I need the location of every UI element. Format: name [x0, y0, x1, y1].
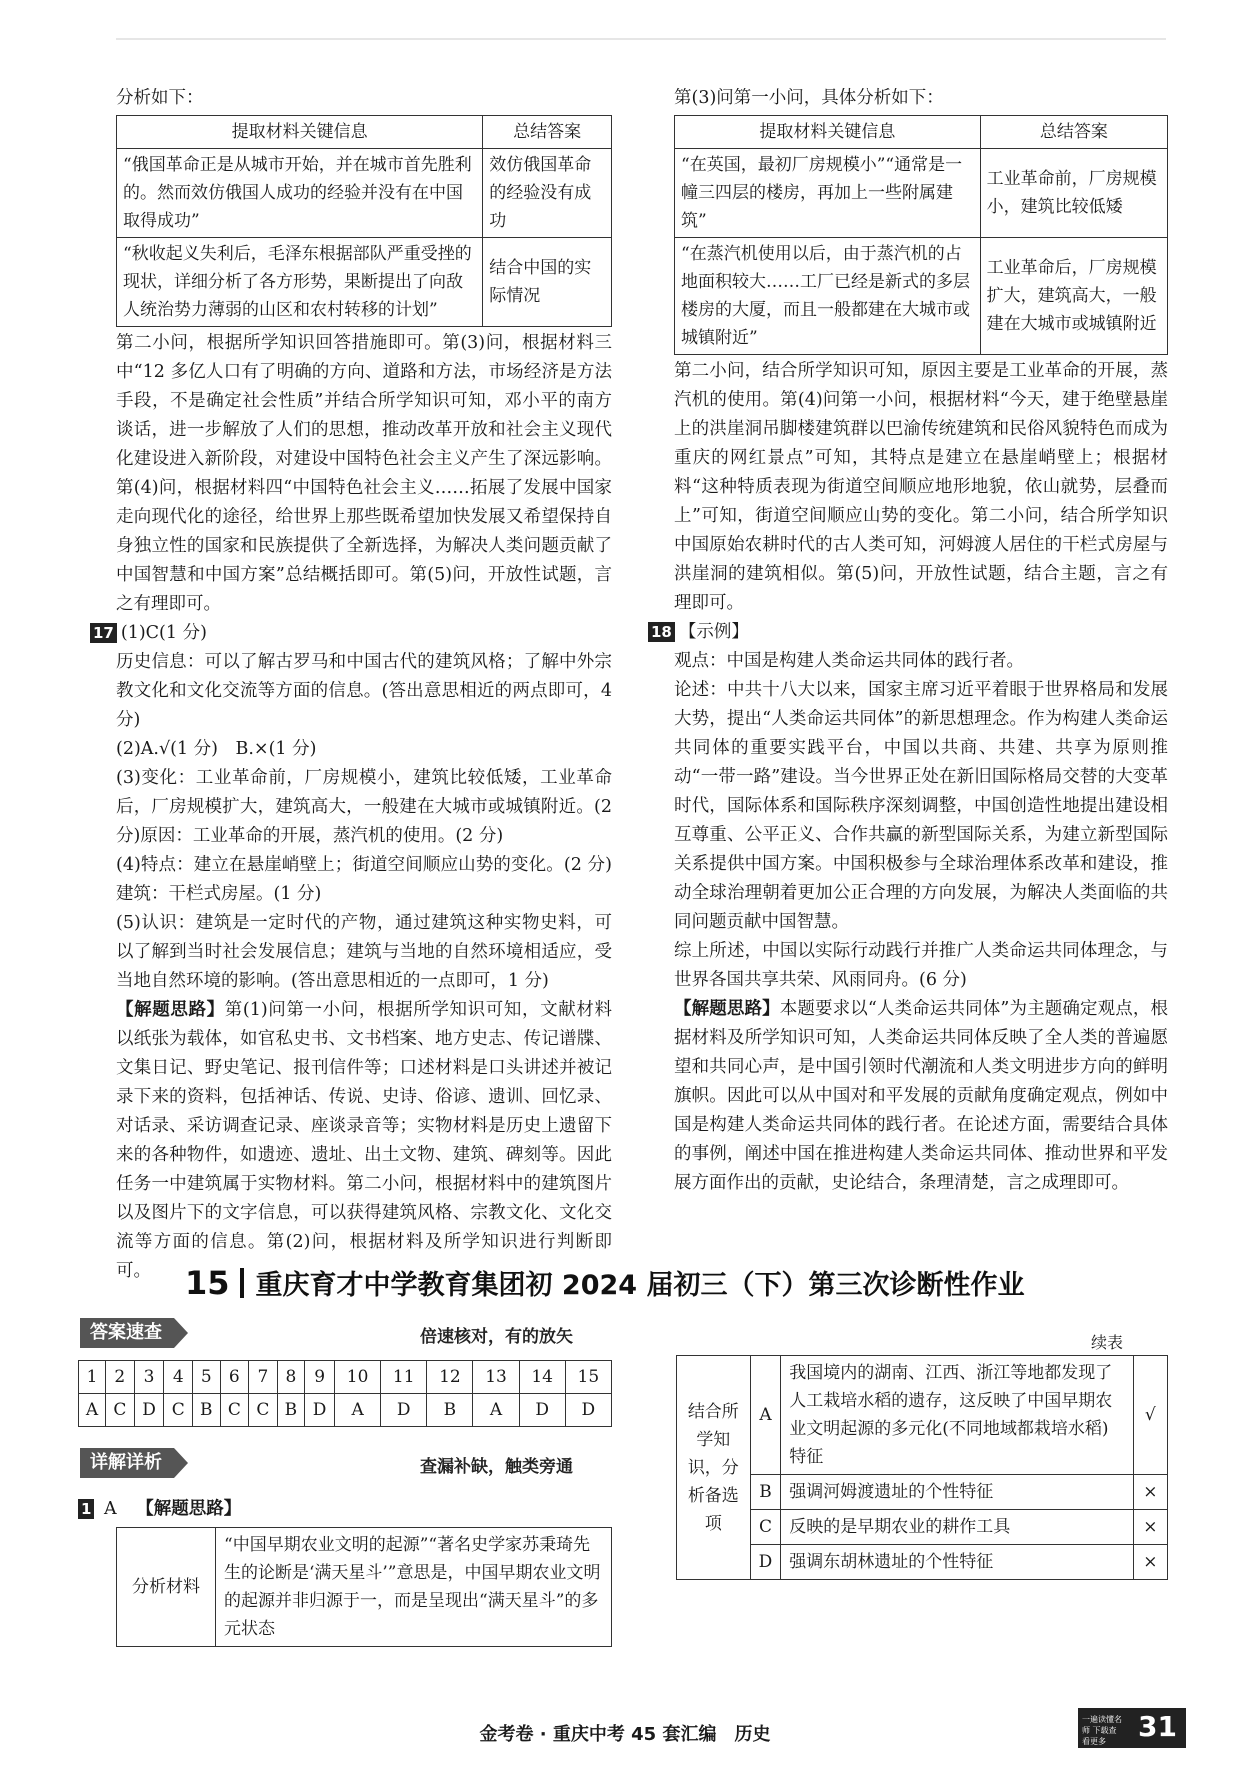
table-row — [117, 149, 612, 238]
answer-letter: B — [427, 1394, 473, 1427]
page-number: 31 — [1138, 1710, 1177, 1743]
footer-text: 金考卷 · 重庆中考 45 套汇编 历史 — [479, 1724, 771, 1745]
answer-number: 13 — [473, 1361, 519, 1394]
table2-cell: “在英国，最初厂房规模小”“通常是一幢三四层的楼房，再加上一些附属建筑” — [675, 149, 981, 238]
title-divider — [240, 1268, 244, 1298]
q17-answer-6: (5)认识：建筑是一定时代的产物，通过建筑这种实物史料，可以了解到当时社会发展信息；建筑与当地的自然环境相适应，受当地自然环境的影响。(答出意思相近的一点即可，1 分) — [116, 913, 612, 991]
q1-row-text: “中国早期农业文明的起源”“著名史学家苏秉琦先生的论断是‘满天星斗’”意思是，中国早期农业文明的起源并非归源于一，而是呈现出“满天星斗”的多元状态 — [216, 1528, 612, 1647]
continued-label: 续表 — [1091, 1333, 1124, 1352]
option-letter: A — [750, 1356, 781, 1475]
q1-answer: A — [104, 1499, 117, 1519]
table1-cell: “秋收起义失利后，毛泽东根据部队严重受挫的现状，详细分析了各方形势，果断提出了向敌人统治势力薄弱的山区和农村转移的计划” — [117, 238, 483, 327]
answers-slogan: 倍速核对，有的放矢 — [420, 1327, 573, 1347]
table1-header-info: 提取材料关键信息 — [117, 116, 483, 149]
table-row — [677, 1510, 1168, 1545]
question-number-18: 18 — [648, 622, 675, 642]
answer-letter: A — [79, 1394, 106, 1427]
answers-banner: 答案速查 — [80, 1318, 174, 1348]
q18-analysis: 【解题思路】本题要求以“人类命运共同体”为主题确定观点，根据材料及所学知识可知，人类命运共同体反映了全人类的普遍愿望和共同心声，是中国引领时代潮流和人类文明进步方向的鲜明旗帜。因此可以从中国对和平发展的贡献角度确定观点，例如中国是构建人类命运共同体的践行者。在论述方面，需要结合具体的事例，阐述中国在推进构建人类命运共同体、推动世界和平发展方面作出的贡献，史论结合，条理清楚，言之成理即可。 — [674, 999, 1168, 1193]
table-row — [677, 1475, 1168, 1510]
analysis-label: 【解题思路】 — [674, 999, 780, 1019]
option-letter: B — [750, 1475, 781, 1510]
q1-header — [78, 1495, 612, 1523]
q18-argument: 论述：中共十八大以来，国家主席习近平着眼于世界格局和发展大势，提出“人类命运共同体”的新思想理念。作为构建人类命运共同体的重要实践平台，中国以共商、共建、共享为原则推动“一带一路”建设。当今世界正处在新旧国际格局交替的大变革时代，国际体系和国际秩序深刻调整，中国创造性地提出建设相互尊重、公平正义、合作共赢的新型国际关系，为建立新型国际关系提供中国方案。中国积极参与全球治理体系改革和建设，推动全球治理朝着更加公正合理的方向发展，为解决人类面临的共同问题贡献中国智慧。 — [674, 680, 1168, 932]
q18-view: 观点：中国是构建人类命运共同体的践行者。 — [674, 651, 1024, 671]
q18-summary: 综上所述，中国以实际行动践行并推广人类命运共同体理念，与世界各国共享共荣、风雨同舟。(6 分) — [674, 941, 1168, 990]
left-paragraph: 第二小问，根据所学知识回答措施即可。第(3)问，根据材料三中“12 多亿人口有了明确的方向、道路和方法，市场经济是方法手段，不是确定社会性质”并结合所学知识可知，邓小平的南方谈话，进一步解放了人们的思想，推动改革开放和社会主义现代化建设进入新阶段，对建设中国特色社会主义产生了深远影响。第(4)问，根据材料四“中国特色社会主义……拓展了发展中国家走向现代化的途径，给世界上那些既希望加快发展又希望保持自身独立性的国家和民族提供了全新选择，为解决人类问题贡献了中国智慧和中国方案”总结概括即可。第(5)问，开放性试题，言之有理即可。 — [116, 333, 612, 614]
answer-letter: D — [134, 1394, 164, 1427]
answer-number: 2 — [106, 1361, 135, 1394]
answer-number: 9 — [305, 1361, 335, 1394]
option-mark: × — [1133, 1475, 1167, 1510]
table-row — [675, 238, 1168, 355]
answer-letter: D — [305, 1394, 335, 1427]
answer-number: 14 — [519, 1361, 565, 1394]
q17-answer-3: (2)A.√(1 分) B.×(1 分) — [116, 739, 317, 759]
answer-number: 10 — [335, 1361, 381, 1394]
question-number-1: 1 — [78, 1499, 94, 1519]
analysis-table-2 — [674, 115, 1168, 355]
table-row — [117, 238, 612, 327]
answer-number: 3 — [134, 1361, 164, 1394]
answer-letter: D — [565, 1394, 611, 1427]
question-number-17: 17 — [90, 623, 117, 643]
answer-number-row — [79, 1361, 612, 1394]
badge-caption: 一遍读懂名师 下载查看更多 — [1082, 1715, 1122, 1746]
option-text: 强调东胡林遗址的个性特征 — [781, 1545, 1133, 1580]
option-mark: × — [1133, 1510, 1167, 1545]
answer-number: 6 — [220, 1361, 249, 1394]
left-intro: 分析如下： — [116, 88, 204, 108]
q18-tag: 18 【示例】 — [674, 618, 1168, 647]
answer-number: 4 — [164, 1361, 193, 1394]
answer-number: 12 — [427, 1361, 473, 1394]
q1-analysis-label: 【解题思路】 — [136, 1499, 242, 1519]
table1-cell: 效仿俄国革命的经验没有成功 — [483, 149, 612, 238]
table2-header-info: 提取材料关键信息 — [675, 116, 981, 149]
answer-letter: B — [277, 1394, 305, 1427]
option-text: 我国境内的湖南、江西、浙江等地都发现了人工栽培水稻的遗存，这反映了中国早期农业文明起源的多元化(不同地域都栽培水稻)特征 — [781, 1356, 1133, 1475]
option-mark: × — [1133, 1545, 1167, 1580]
table1-cell: “俄国革命正是从城市开始，并在城市首先胜利的。然而效仿俄国人成功的经验并没有在中国取得成功” — [117, 149, 483, 238]
answer-letter: B — [193, 1394, 221, 1427]
q17-answer-5: (4)特点：建立在悬崖峭壁上；街道空间顺应山势的变化。(2 分)建筑：干栏式房屋。(1 分) — [116, 855, 612, 904]
option-text: 强调河姆渡遗址的个性特征 — [781, 1475, 1133, 1510]
option-text: 反映的是早期农业的耕作工具 — [781, 1510, 1133, 1545]
q17-answer-2: 历史信息：可以了解古罗马和中国古代的建筑风格；了解中外宗教文化和文化交流等方面的信息。(答出意思相近的两点即可，4 分) — [116, 652, 612, 730]
table1-cell: 结合中国的实际情况 — [483, 238, 612, 327]
option-mark: √ — [1133, 1356, 1167, 1475]
option-letter: D — [750, 1545, 781, 1580]
table1-header-answer: 总结答案 — [483, 116, 612, 149]
table2-header-answer: 总结答案 — [980, 116, 1167, 149]
answer-number: 7 — [249, 1361, 278, 1394]
table-row — [117, 1528, 612, 1647]
answer-letter: D — [381, 1394, 427, 1427]
options-table — [676, 1355, 1168, 1580]
answer-letter: A — [473, 1394, 519, 1427]
right-column — [651, 84, 1168, 1198]
section-number: 15 — [185, 1264, 230, 1302]
table2-cell: “在蒸汽机使用以后，由于蒸汽机的占地面积较大……工厂已经是新式的多层楼房的大厦，而且一般都建在大城市或城镇附近” — [675, 238, 981, 355]
right-paragraph: 第二小问，结合所学知识可知，原因主要是工业革命的开展，蒸汽机的使用。第(4)问第一小问，根据材料“今天，建于绝壁悬崖上的洪崖洞吊脚楼建筑群以巴渝传统建筑和民俗风貌特色而成为重庆的网红景点”可知，其特点是建立在悬崖峭壁上；根据材料“这种特质表现为街道空间顺应地形地貌，依山就势，层叠而上”可知，街道空间顺应山势的变化。第二小问，结合所学知识中国原始农耕时代的古人类可知，河姆渡人居住的干栏式房屋与洪崖洞的建筑相似。第(5)问，开放性试题，结合主题，言之有理即可。 — [674, 361, 1168, 613]
q17-answer-4: (3)变化：工业革命前，厂房规模小，建筑比较低矮，工业革命后，厂房规模扩大，建筑高大，一般建在大城市或城镇附近。(2 分)原因：工业革命的开展，蒸汽机的使用。(2 分) — [116, 768, 612, 846]
table-row — [677, 1545, 1168, 1580]
answer-number: 5 — [193, 1361, 221, 1394]
table-row — [675, 149, 1168, 238]
table2-cell: 工业革命前，厂房规模小，建筑比较低矮 — [980, 149, 1167, 238]
analysis-label: 【解题思路】 — [116, 1000, 225, 1020]
answer-letter: C — [164, 1394, 193, 1427]
answer-number: 15 — [565, 1361, 611, 1394]
q17-analysis: 【解题思路】第(1)问第一小问，根据所学知识可知，文献材料以纸张为载体，如官私史书、文书档案、地方史志、传记谱牒、文集日记、野史笔记、报刊信件等；口述材料是口头讲述并被记录下来的资料，包括神话、传说、史诗、俗谚、遗训、回忆录、对话录、采访调查记录、座谈录音等；实物材料是历史上遗留下来的各种物件，如遗迹、遗址、出土文物、建筑、碑刻等。因此任务一中建筑属于实物材料。第二小问，根据材料中的建筑图片以及图片下的文字信息，可以获得建筑风格、宗教文化、文化交流等方面的信息。第(2)问，根据材料及所学知识进行判断即可。 — [116, 1000, 613, 1281]
detail-slogan: 查漏补缺，触类旁通 — [420, 1457, 573, 1477]
answer-letter: A — [335, 1394, 381, 1427]
answer-letter: C — [220, 1394, 249, 1427]
q1-analysis-table — [116, 1527, 612, 1647]
top-rule — [116, 38, 1166, 40]
analysis-table-1 — [116, 115, 612, 327]
answer-number: 11 — [381, 1361, 427, 1394]
answer-number: 8 — [277, 1361, 305, 1394]
answer-letter: D — [519, 1394, 565, 1427]
answer-number: 1 — [79, 1361, 106, 1394]
table-row — [677, 1356, 1168, 1475]
q1-row-label: 分析材料 — [117, 1528, 216, 1647]
options-side-label: 结合所学知识，分析备选项 — [677, 1356, 751, 1580]
answer-letter: C — [106, 1394, 135, 1427]
page-number-badge — [1078, 1708, 1186, 1748]
answer-grid — [78, 1360, 612, 1427]
left-column — [93, 84, 613, 1286]
detail-banner: 详解详析 — [80, 1448, 174, 1478]
answer-letter: C — [249, 1394, 278, 1427]
table2-cell: 工业革命后，厂房规模扩大，建筑高大，一般建在大城市或城镇附近 — [980, 238, 1167, 355]
section-title-text: 重庆育才中学教育集团初 2024 届初三（下）第三次诊断性作业 — [255, 1270, 1025, 1301]
option-letter: C — [750, 1510, 781, 1545]
q17-answer-1: 17 (1)C(1 分) — [116, 619, 612, 648]
answer-letter-row — [79, 1394, 612, 1427]
right-intro: 第(3)问第一小问，具体分析如下： — [674, 88, 944, 108]
section-title — [185, 1263, 1085, 1306]
